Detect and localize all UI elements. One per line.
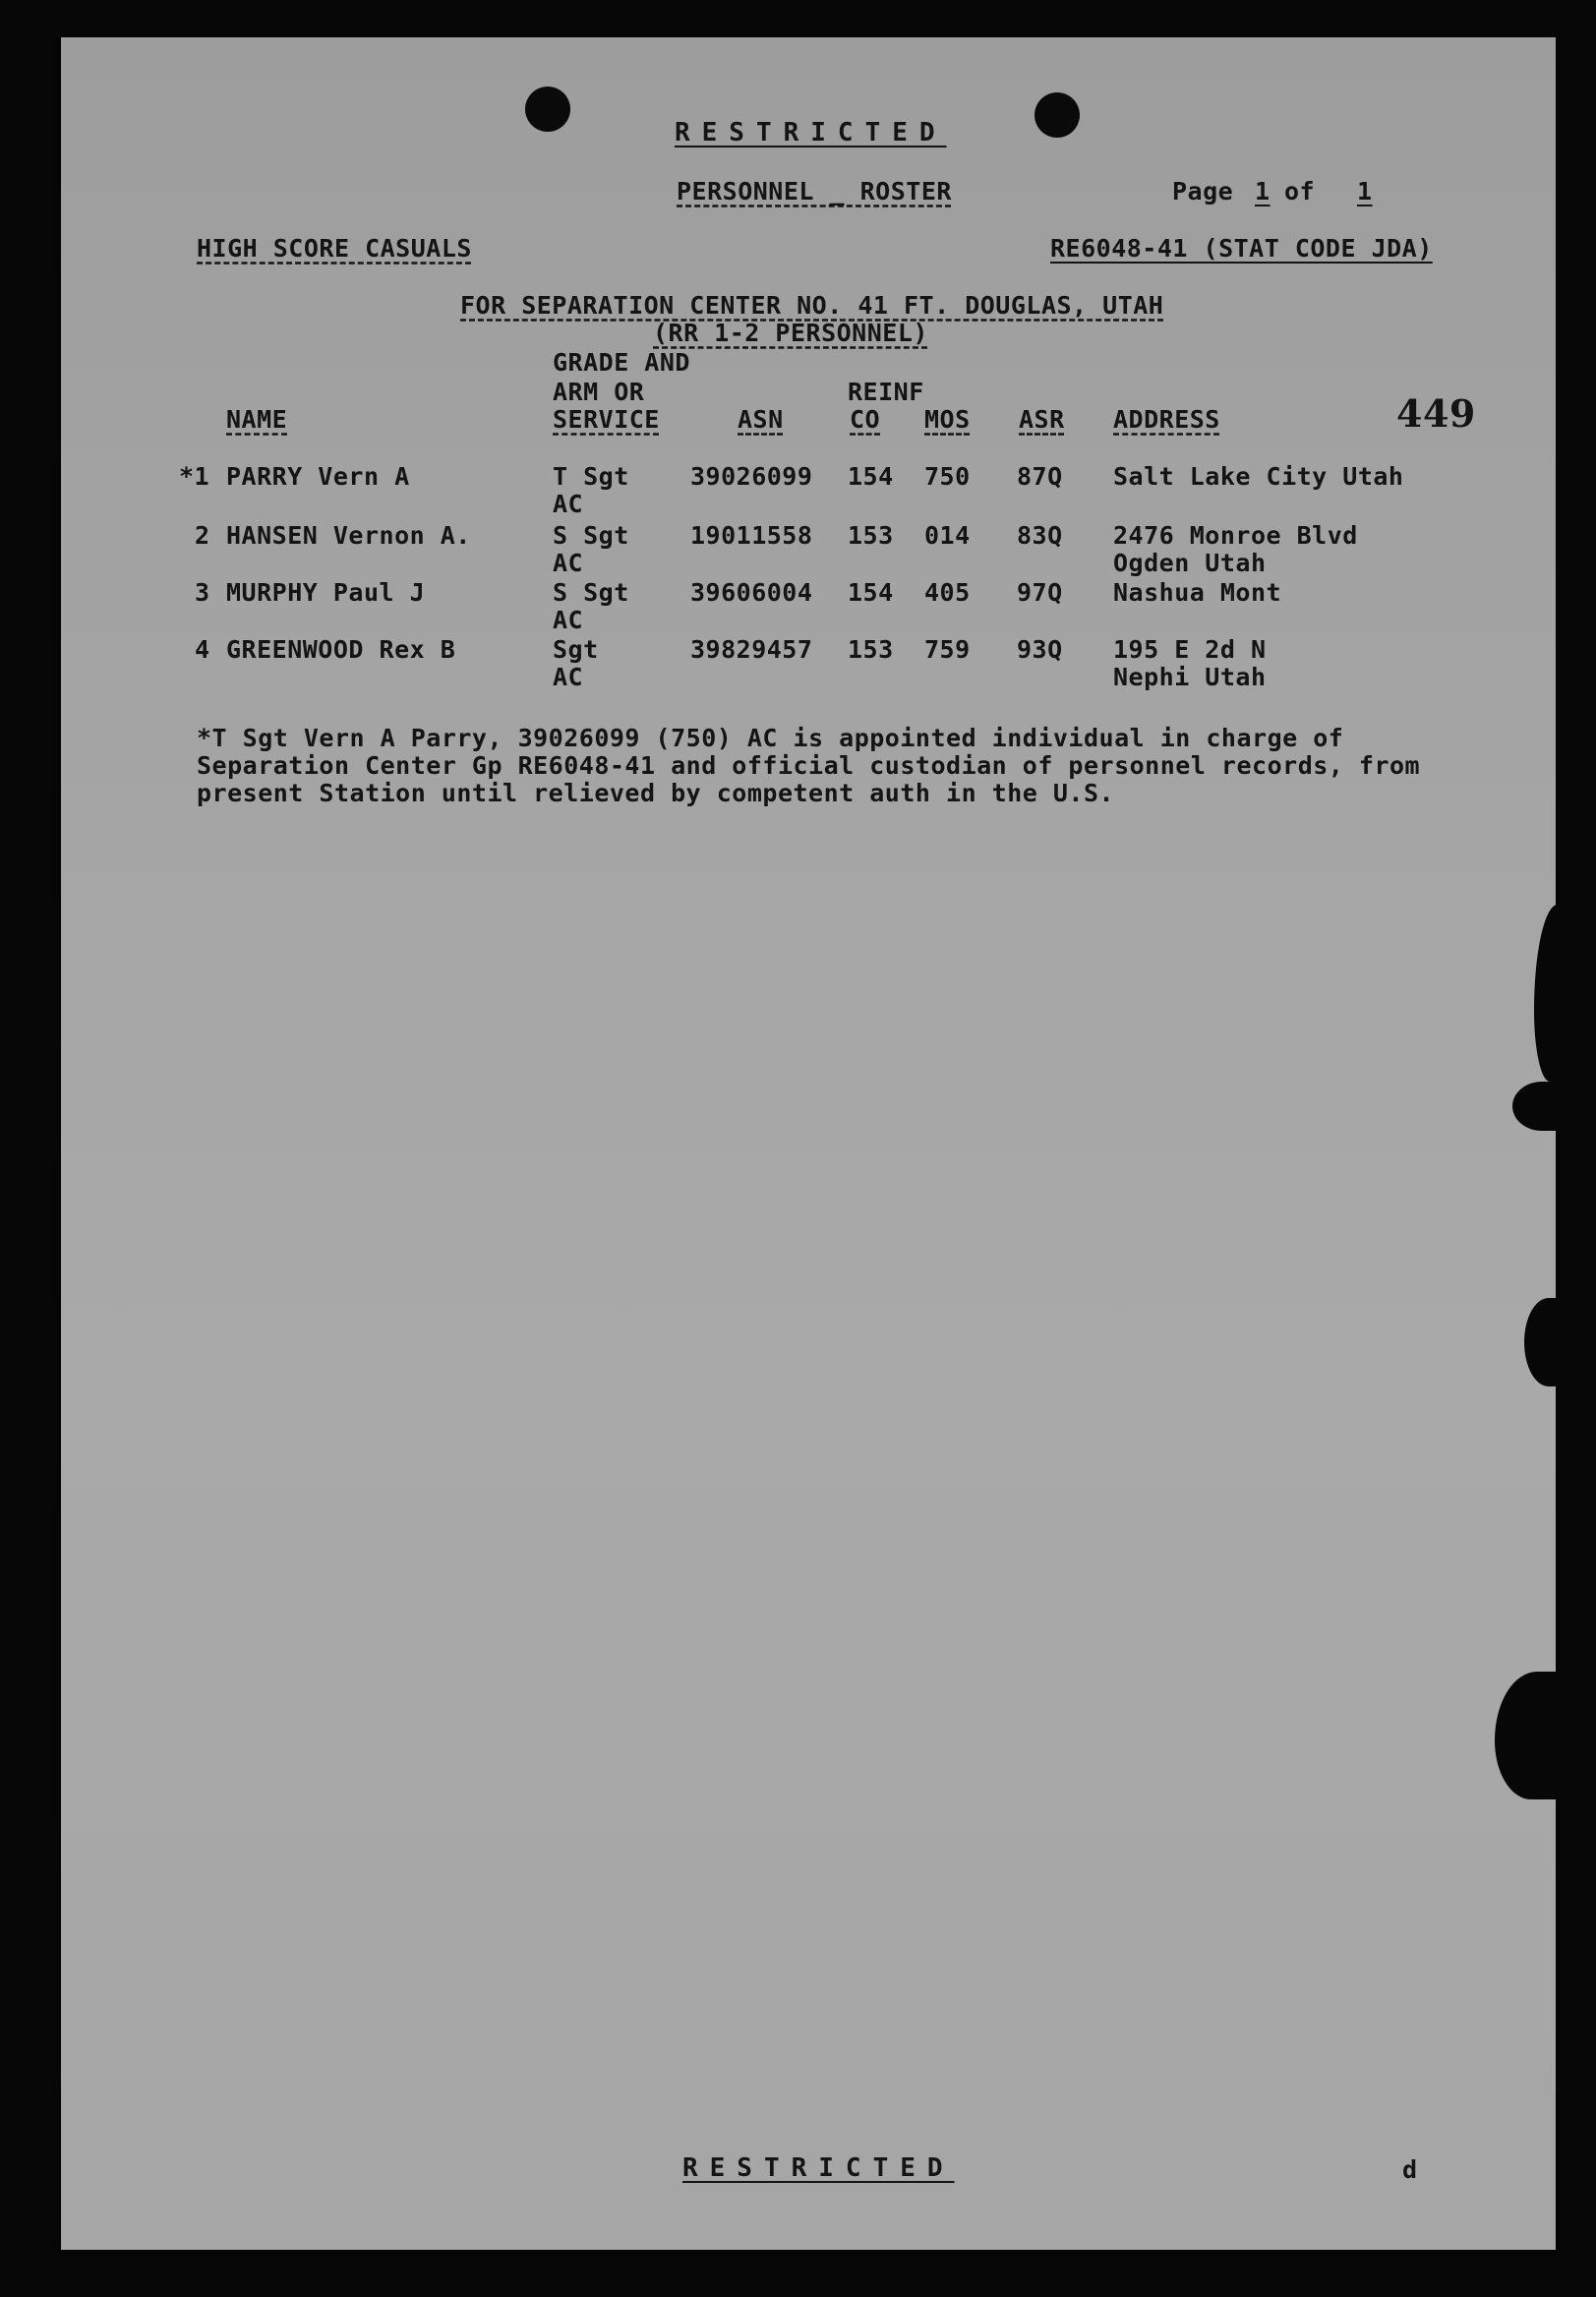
note-line: *T Sgt Vern A Parry, 39026099 (750) AC is appointed individual in charge of	[197, 724, 1344, 752]
col-name: NAME	[226, 405, 288, 434]
row-address-2: Ogden Utah	[1113, 549, 1267, 577]
row-mos: 759	[924, 635, 971, 664]
sub-destination: (RR 1-2 PERSONNEL)	[653, 319, 928, 347]
classification-header: RESTRICTED	[675, 118, 947, 147]
col-grade-2: ARM OR	[553, 378, 645, 406]
roster-title: PERSONNEL _ ROSTER	[677, 177, 952, 206]
row-grade: T Sgt	[553, 462, 629, 491]
row-grade: S Sgt	[553, 578, 629, 607]
row-num: 2	[195, 521, 210, 550]
classification-footer: RESTRICTED	[682, 2153, 955, 2183]
row-co: 153	[848, 521, 894, 550]
row-asr: 87Q	[1017, 462, 1063, 491]
row-address-1: Nashua Mont	[1113, 578, 1282, 607]
punch-hole-right	[1034, 92, 1080, 138]
col-address: ADDRESS	[1113, 405, 1220, 434]
row-address-1: 2476 Monroe Blvd	[1113, 521, 1358, 550]
col-asr: ASR	[1019, 405, 1065, 434]
row-num: *1	[179, 462, 210, 491]
torn-edge	[1524, 1298, 1573, 1386]
col-grade-1: GRADE AND	[553, 348, 690, 377]
group-code: RE6048-41 (STAT CODE JDA)	[1050, 234, 1433, 263]
group-title: HIGH SCORE CASUALS	[197, 234, 472, 263]
row-name: GREENWOOD Rex B	[226, 635, 456, 664]
col-asn: ASN	[738, 405, 784, 434]
row-arm: AC	[553, 490, 584, 518]
row-arm: AC	[553, 663, 584, 691]
row-mos: 014	[924, 521, 971, 550]
row-address-1: 195 E 2d N	[1113, 635, 1267, 664]
note-line: present Station until relieved by competent auth in the U.S.	[197, 779, 1115, 807]
row-arm: AC	[553, 606, 584, 634]
stamp-number: 449	[1396, 391, 1476, 436]
page-number: 1	[1255, 177, 1271, 206]
row-asr: 93Q	[1017, 635, 1063, 664]
page-total: 1	[1357, 177, 1373, 206]
row-mos: 750	[924, 462, 971, 491]
col-co: CO	[850, 405, 881, 434]
document-page	[61, 37, 1556, 2250]
row-address-1: Salt Lake City Utah	[1113, 462, 1404, 491]
row-grade: Sgt	[553, 635, 599, 664]
row-grade: S Sgt	[553, 521, 629, 550]
row-asn: 39829457	[690, 635, 813, 664]
col-reinf: REINF	[848, 378, 924, 406]
punch-hole-left	[525, 87, 570, 132]
row-mos: 405	[924, 578, 971, 607]
destination: FOR SEPARATION CENTER NO. 41 FT. DOUGLAS, UTAH	[460, 291, 1164, 320]
row-name: HANSEN Vernon A.	[226, 521, 471, 550]
row-arm: AC	[553, 549, 584, 577]
row-asr: 83Q	[1017, 521, 1063, 550]
row-name: MURPHY Paul J	[226, 578, 426, 607]
row-asn: 19011558	[690, 521, 813, 550]
col-mos: MOS	[924, 405, 971, 434]
row-num: 4	[195, 635, 210, 664]
row-name: PARRY Vern A	[226, 462, 410, 491]
row-co: 154	[848, 578, 894, 607]
torn-edge	[1512, 1082, 1571, 1131]
col-grade-3: SERVICE	[553, 405, 660, 434]
torn-edge	[1495, 1672, 1573, 1799]
page-of: of	[1284, 177, 1316, 206]
note-line: Separation Center Gp RE6048-41 and official custodian of personnel records, from	[197, 751, 1421, 780]
row-co: 154	[848, 462, 894, 491]
row-asn: 39606004	[690, 578, 813, 607]
row-asn: 39026099	[690, 462, 813, 491]
row-num: 3	[195, 578, 210, 607]
page-label: Page	[1172, 177, 1234, 206]
row-asr: 97Q	[1017, 578, 1063, 607]
row-co: 153	[848, 635, 894, 664]
corner-mark: d	[1402, 2155, 1418, 2184]
row-address-2: Nephi Utah	[1113, 663, 1267, 691]
